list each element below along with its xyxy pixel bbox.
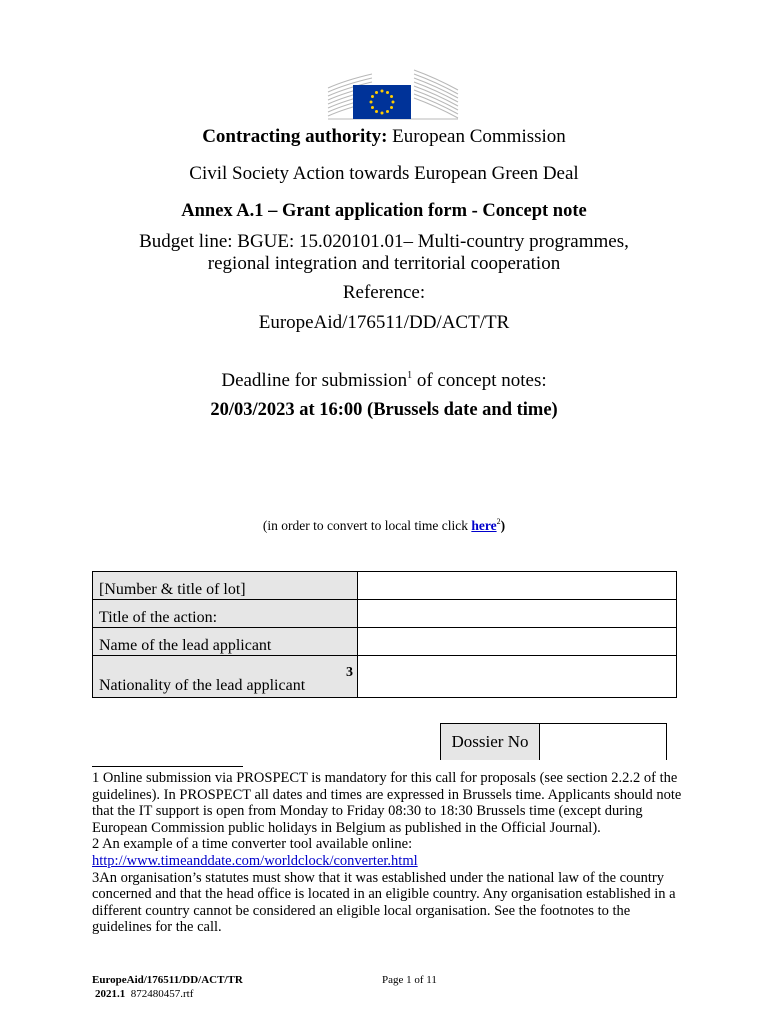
eu-star-icon <box>375 91 378 94</box>
convert-close-paren: ) <box>500 518 506 533</box>
budget-line-1: Budget line: BGUE: 15.020101.01– Multi-country programmes, <box>139 231 629 252</box>
footnote-separator <box>92 766 243 767</box>
footer-version: 2021.1 <box>95 988 126 1000</box>
footer-version-line <box>92 987 692 1001</box>
footnotes <box>92 770 692 936</box>
deadline-datetime: 20/03/2023 at 16:00 (Brussels date and time) <box>210 400 558 420</box>
eu-star-icon <box>371 95 374 98</box>
dossier-number-field[interactable] <box>540 724 667 761</box>
nationality-label-cell <box>93 656 358 698</box>
eu-star-icon <box>390 95 393 98</box>
lead-applicant-name-field[interactable] <box>358 628 677 656</box>
page-number: Page 1 of 11 <box>382 974 437 986</box>
nationality-label-wrap <box>99 665 353 696</box>
european-commission-logo <box>326 66 460 120</box>
deadline-text: Deadline for submission <box>221 370 408 391</box>
annex-title: Annex A.1 – Grant application form - Concept note <box>181 201 587 221</box>
nationality-label: Nationality of the lead applicant <box>99 677 306 694</box>
footer-reference: EuropeAid/176511/DD/ACT/TR <box>92 974 243 986</box>
dossier-row <box>441 724 667 761</box>
convert-text: (in order to convert to local time click <box>262 518 472 533</box>
deadline-line <box>0 370 768 392</box>
eu-star-icon <box>375 110 378 113</box>
table-row <box>93 628 677 656</box>
contracting-authority-label: Contracting authority: <box>202 126 388 147</box>
reference-label: Reference: <box>342 282 426 303</box>
footnote-1: 1 Online submission via PROSPECT is mandatory for this call for proposals (see section 2.2.2 of the guidelines). In PROSPECT all dates and times are expressed in Brussels time. Applicants should note that the IT support is open from Monday to Friday 08:30 to 18:30 Brussels time (except during European Commission public holidays in Belgium as published in the Official Journal). <box>92 770 682 836</box>
convert-here-link[interactable]: here <box>471 518 497 533</box>
time-converter-link[interactable]: http://www.timeanddate.com/worldclock/converter.html <box>92 852 418 869</box>
eu-star-icon <box>392 101 395 104</box>
reference-value: EuropeAid/176511/DD/ACT/TR <box>258 312 510 333</box>
table-row <box>93 572 677 600</box>
eu-star-icon <box>381 90 384 93</box>
page-footer <box>92 973 692 1001</box>
lot-label: [Number & title of lot] <box>93 572 358 600</box>
eu-star-icon <box>371 106 374 109</box>
lead-applicant-name-label: Name of the lead applicant <box>93 628 358 656</box>
action-title-label: Title of the action: <box>93 600 358 628</box>
footnote-mark-1: 1 <box>407 370 413 381</box>
action-title-field[interactable] <box>358 600 677 628</box>
eu-star-icon <box>386 91 389 94</box>
eu-star-icon <box>381 112 384 115</box>
nationality-field[interactable] <box>358 656 677 698</box>
application-info-table <box>92 571 677 698</box>
table-row <box>93 600 677 628</box>
footnote-2-text: 2 An example of a time converter tool available online: <box>92 836 413 853</box>
contracting-authority-value: European Commission <box>392 126 566 147</box>
eu-star-icon <box>390 106 393 109</box>
eu-star-icon <box>370 101 373 104</box>
programme-title: Civil Society Action towards European Green Deal <box>189 163 579 184</box>
lot-value-field[interactable] <box>358 572 677 600</box>
contracting-authority-line <box>0 126 768 148</box>
eu-star-icon <box>386 110 389 113</box>
footer-file: 872480457.rtf <box>130 988 194 1000</box>
footnote-2 <box>92 836 692 869</box>
table-row <box>93 656 677 698</box>
footnote-mark-2: 2 <box>496 517 501 526</box>
dossier-label: Dossier No <box>441 724 540 761</box>
footnote-mark-3: 3 <box>346 665 353 680</box>
deadline-text-after: of concept notes: <box>412 370 547 391</box>
footnote-3: 3An organisation’s statutes must show that it was established under the national law of the country concerned and that the head office is located in an eligible country. Any organisation established in a different country cannot be considered an eligible local organisation. See the footnotes to the guidelines for the call. <box>92 869 676 936</box>
convert-time-line <box>0 518 768 534</box>
budget-line-2: regional integration and territorial cooperation <box>207 253 561 274</box>
dossier-box <box>440 723 667 760</box>
